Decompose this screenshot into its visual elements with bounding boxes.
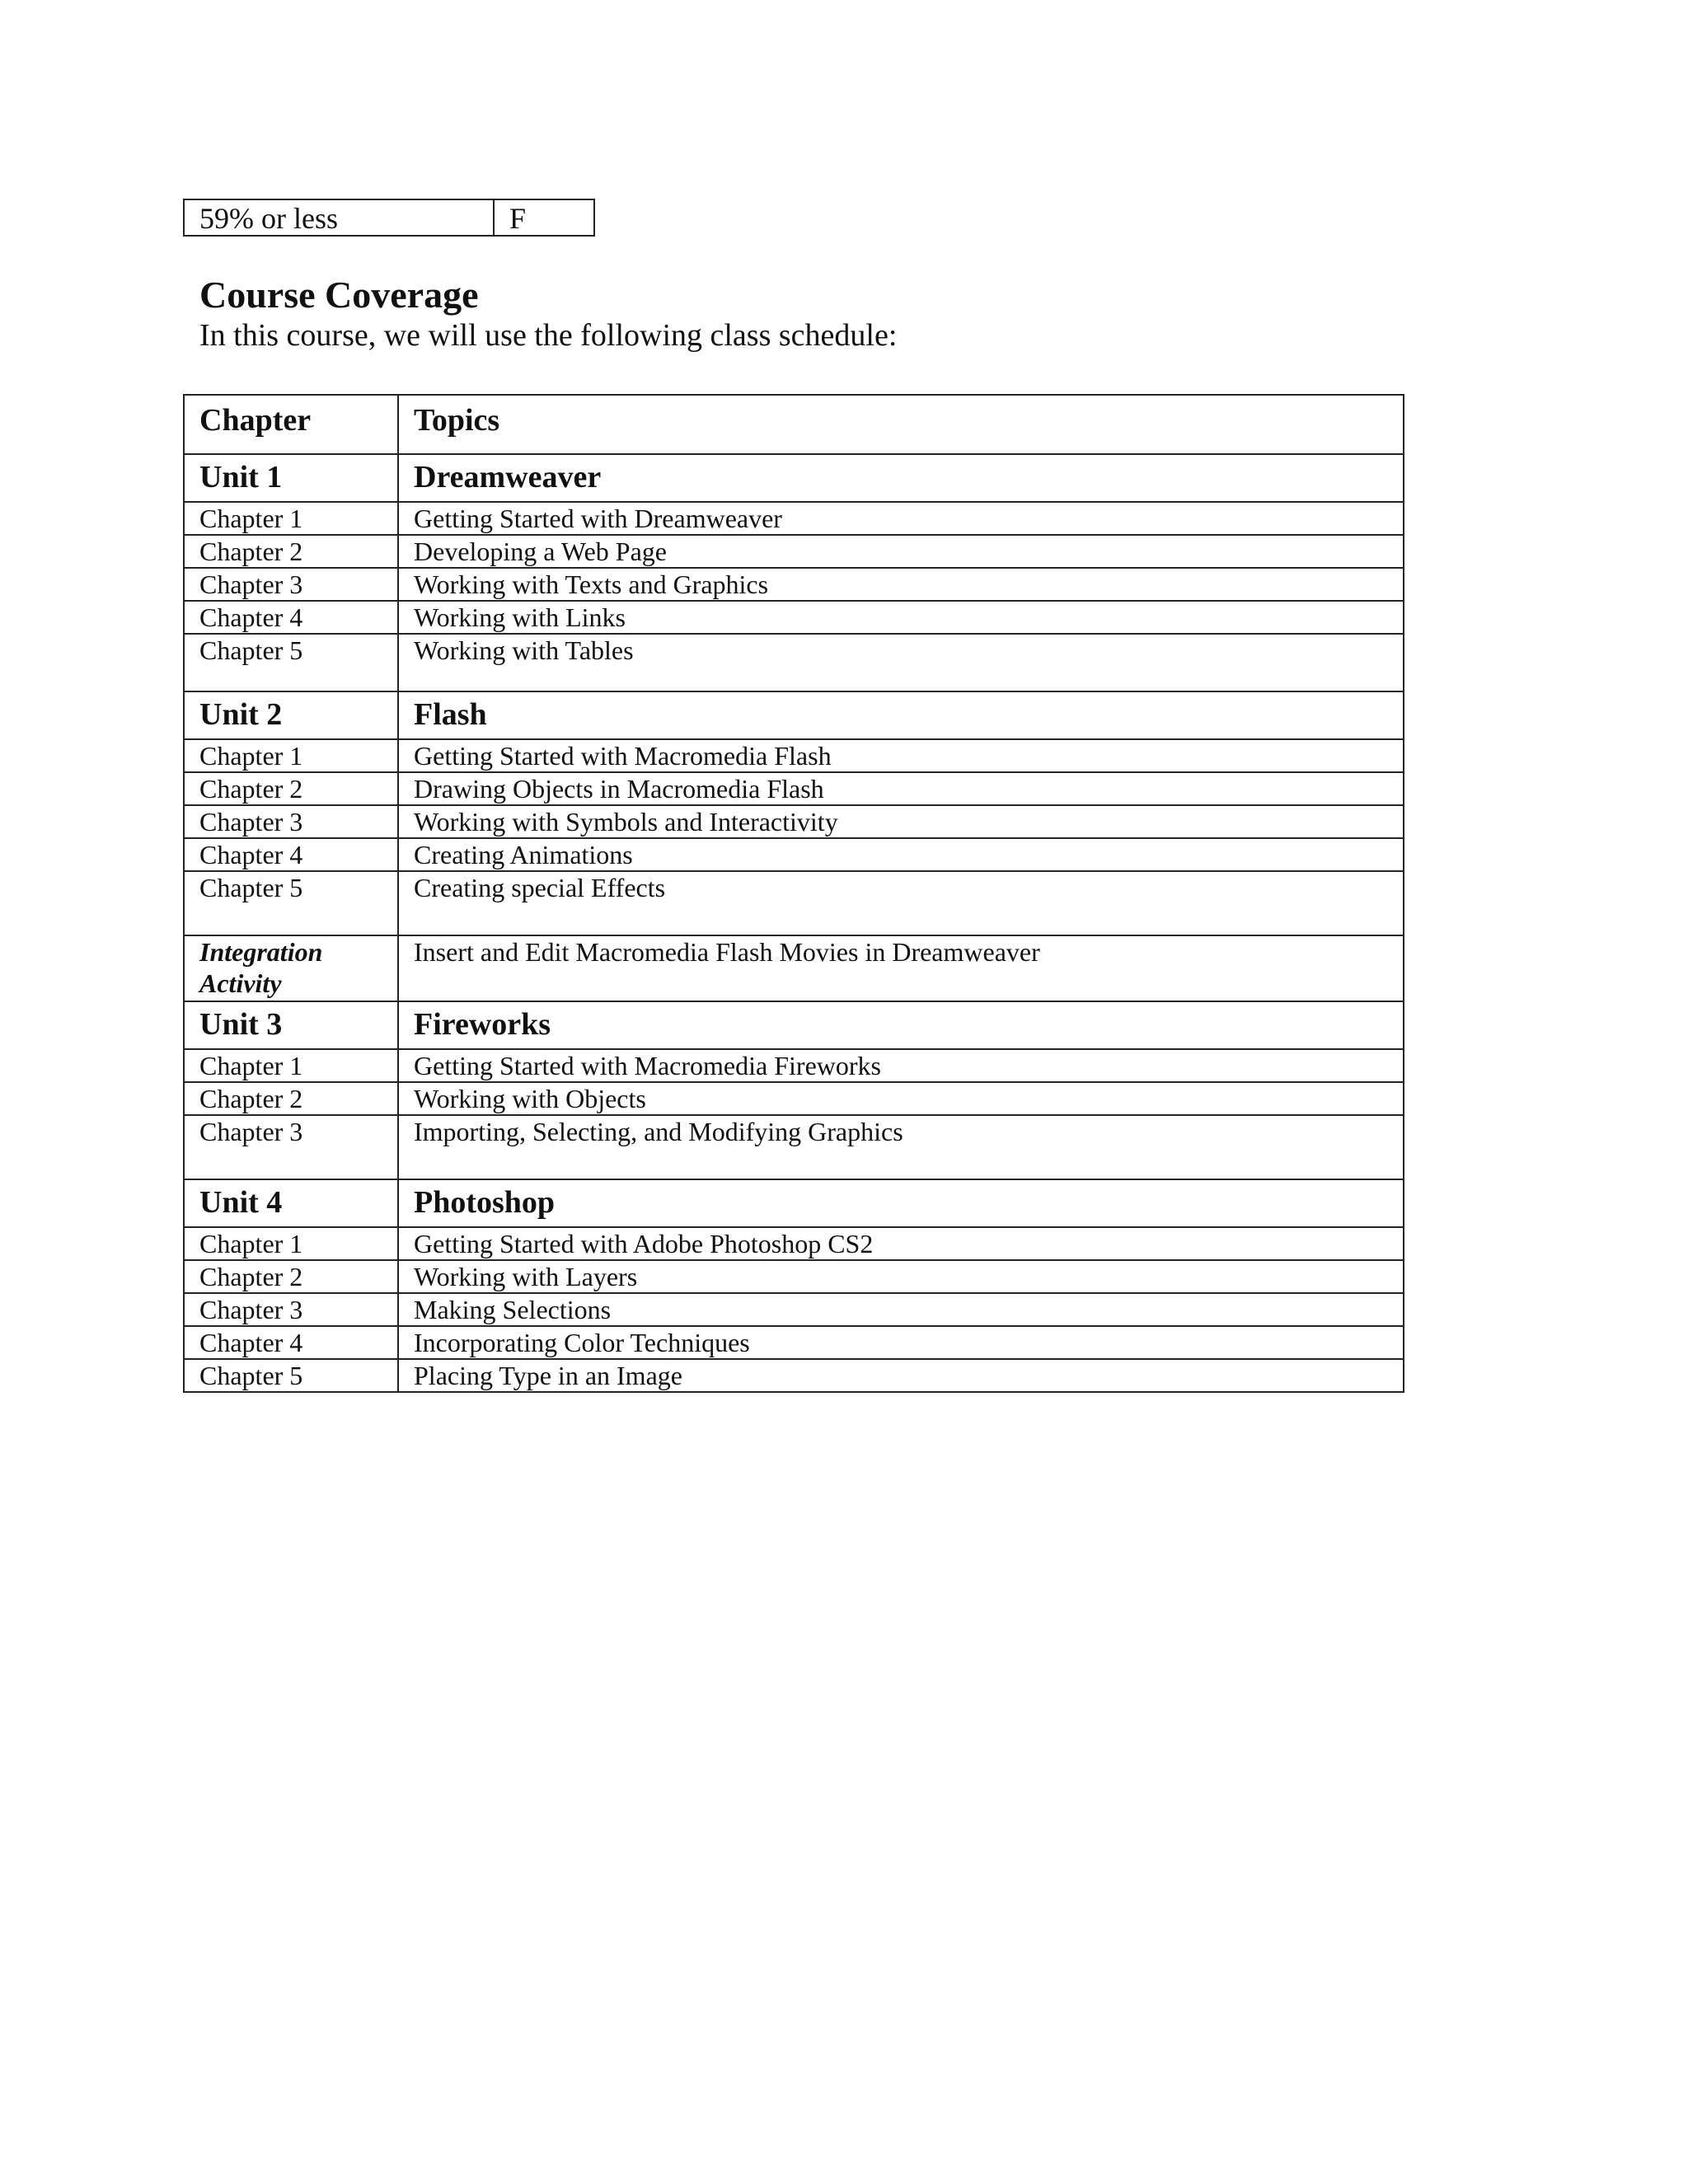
chapter-topic: Getting Started with Adobe Photoshop CS2 [398, 1227, 1404, 1260]
table-row [184, 739, 1404, 772]
table-row [184, 1326, 1404, 1359]
chapter-topic: Working with Symbols and Interactivity [398, 805, 1404, 838]
grade-row [184, 199, 594, 236]
table-row [184, 772, 1404, 805]
unit-title: Flash [398, 691, 1404, 739]
chapter-label: Chapter 5 [184, 634, 398, 691]
chapter-label: Chapter 1 [184, 1227, 398, 1260]
chapter-label: Chapter 1 [184, 739, 398, 772]
chapter-label: Chapter 2 [184, 535, 398, 568]
chapter-label: Chapter 4 [184, 601, 398, 634]
unit-title: Fireworks [398, 1001, 1404, 1049]
chapter-topic: Getting Started with Dreamweaver [398, 502, 1404, 535]
chapter-label: Chapter 3 [184, 568, 398, 601]
section-intro: In this course, we will use the following class schedule: [199, 318, 898, 353]
chapter-topic: Working with Tables [398, 634, 1404, 691]
chapter-topic: Working with Links [398, 601, 1404, 634]
grade-range-cell: 59% or less [184, 199, 494, 236]
chapter-topic: Making Selections [398, 1293, 1404, 1326]
table-row [184, 805, 1404, 838]
integration-label [184, 935, 398, 1001]
chapter-label: Chapter 5 [184, 1359, 398, 1392]
chapter-topic: Creating Animations [398, 838, 1404, 871]
course-schedule-table [183, 394, 1404, 1393]
unit-label: Unit 3 [184, 1001, 398, 1049]
table-row [184, 568, 1404, 601]
table-row [184, 634, 1404, 691]
unit-label: Unit 4 [184, 1179, 398, 1227]
unit-label: Unit 1 [184, 454, 398, 502]
chapter-topic: Placing Type in an Image [398, 1359, 1404, 1392]
unit-row-2 [184, 691, 1404, 739]
integration-activity-row [184, 935, 1404, 1001]
section-heading: Course Coverage [199, 274, 479, 316]
chapter-label: Chapter 5 [184, 871, 398, 935]
chapter-label: Chapter 3 [184, 1115, 398, 1179]
chapter-topic: Creating special Effects [398, 871, 1404, 935]
unit-title: Photoshop [398, 1179, 1404, 1227]
chapter-label: Chapter 3 [184, 1293, 398, 1326]
header-topics: Topics [398, 395, 1404, 454]
table-row [184, 1260, 1404, 1293]
chapter-label: Chapter 2 [184, 772, 398, 805]
chapter-topic: Working with Layers [398, 1260, 1404, 1293]
chapter-label: Chapter 4 [184, 1326, 398, 1359]
chapter-label: Chapter 1 [184, 1049, 398, 1082]
table-header-row [184, 395, 1404, 454]
chapter-topic: Working with Texts and Graphics [398, 568, 1404, 601]
unit-title: Dreamweaver [398, 454, 1404, 502]
chapter-label: Chapter 2 [184, 1260, 398, 1293]
unit-row-4 [184, 1179, 1404, 1227]
table-row [184, 1227, 1404, 1260]
table-row [184, 601, 1404, 634]
unit-label: Unit 2 [184, 691, 398, 739]
chapter-topic: Drawing Objects in Macromedia Flash [398, 772, 1404, 805]
integration-label-line2: Activity [199, 968, 282, 998]
chapter-label: Chapter 1 [184, 502, 398, 535]
chapter-topic: Developing a Web Page [398, 535, 1404, 568]
chapter-label: Chapter 4 [184, 838, 398, 871]
grade-scale-table [183, 199, 595, 237]
table-row [184, 1082, 1404, 1115]
unit-row-1 [184, 454, 1404, 502]
table-row [184, 1293, 1404, 1326]
table-row [184, 1049, 1404, 1082]
grade-letter-cell: F [494, 199, 594, 236]
table-row [184, 535, 1404, 568]
unit-row-3 [184, 1001, 1404, 1049]
table-row [184, 838, 1404, 871]
table-row [184, 871, 1404, 935]
integration-topic: Insert and Edit Macromedia Flash Movies in Dreamweaver [398, 935, 1404, 1001]
table-row [184, 1115, 1404, 1179]
table-row [184, 1359, 1404, 1392]
chapter-label: Chapter 3 [184, 805, 398, 838]
chapter-topic: Importing, Selecting, and Modifying Graphics [398, 1115, 1404, 1179]
chapter-topic: Incorporating Color Techniques [398, 1326, 1404, 1359]
table-row [184, 502, 1404, 535]
chapter-topic: Getting Started with Macromedia Fireworks [398, 1049, 1404, 1082]
chapter-label: Chapter 2 [184, 1082, 398, 1115]
integration-label-line1: Integration [199, 937, 323, 967]
chapter-topic: Getting Started with Macromedia Flash [398, 739, 1404, 772]
chapter-topic: Working with Objects [398, 1082, 1404, 1115]
header-chapter: Chapter [184, 395, 398, 454]
